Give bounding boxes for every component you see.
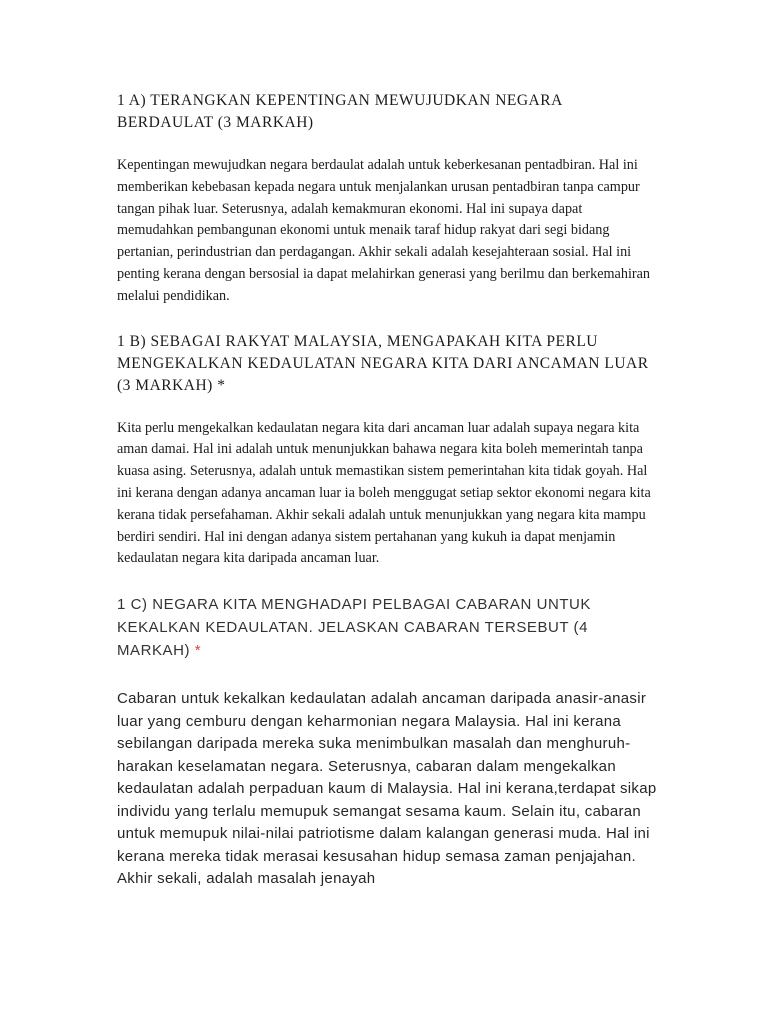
section-1b xyxy=(117,331,657,571)
question-1b-text: 1 B) SEBAGAI RAKYAT MALAYSIA, MENGAPAKAH KITA PERLU MENGEKALKAN KEDAULATAN NEGARA KITA DARI ANCAMAN LUAR (3 MARKAH) xyxy=(117,332,649,394)
question-1c-text: 1 C) NEGARA KITA MENGHADAPI PELBAGAI CABARAN UNTUK KEKALKAN KEDAULATAN. JELASKAN CABARAN TERSEBUT (4 MARKAH) xyxy=(117,596,591,660)
required-asterisk-1c: * xyxy=(190,642,202,660)
question-1c xyxy=(117,593,657,662)
question-1b xyxy=(117,331,657,397)
question-1a-text: 1 A) TERANGKAN KEPENTINGAN MEWUJUDKAN NEGARA BERDAULAT (3 MARKAH) xyxy=(117,92,562,131)
required-asterisk-1b: * xyxy=(212,376,226,394)
answer-1b: Kita perlu mengekalkan kedaulatan negara kita dari ancaman luar adalah supaya negara kita aman damai. Hal ini adalah untuk menunjukkan bahawa negara kita boleh memerintah tanpa kuasa asing. Seterusnya, adalah untuk memastikan sistem pemerintahan kita tidak goyah. Hal ini kerana dengan adanya ancaman luar ia boleh menggugat setiap sektor ekonomi negara kita kerana tidak persefahaman. Akhir sekali adalah untuk menunjukkan yang negara kita mampu berdiri sendiri. Hal ini dengan adanya sistem pertahanan yang kukuh ia dapat menjamin kedaulatan negara kita daripada ancaman luar. xyxy=(117,419,651,567)
answer-1c: Cabaran untuk kekalkan kedaulatan adalah ancaman daripada anasir-anasir luar yang cemburu dengan keharmonian negara Malaysia. Hal ini kerana sebilangan daripada mereka suka menimbulkan masalah dan menghuruh- harakan keselamatan negara. Seterusnya, cabaran dalam mengekalkan kedaulatan adalah perpaduan kaum di Malaysia. Hal ini kerana,terdapat sikap individu yang terlalu memupuk semangat sesama kaum. Selain itu, cabaran untuk memupuk nilai-nilai patriotisme dalam kalangan generasi muda. Hal ini kerana mereka tidak merasai kesusahan hidup semasa zaman penjajahan. Akhir sekali, adalah masalah jenayah xyxy=(117,690,657,888)
document-body xyxy=(117,90,657,891)
question-1a xyxy=(117,90,657,134)
answer-1a: Kepentingan mewujudkan negara berdaulat adalah untuk keberkesanan pentadbiran. Hal ini memberikan kebebasan kepada negara untuk menjalankan urusan pentadbiran tanpa campur tangan pihak luar. Seterusnya, adalah kemakmuran ekonomi. Hal ini supaya dapat memudahkan pembangunan ekonomi untuk menaik taraf hidup rakyat dari segi bidang pertanian, perindustrian dan perdagangan. Akhir sekali adalah kesejahteraan sosial. Hal ini penting kerana dengan bersosial ia dapat melahirkan generasi yang berilmu dan berkemahiran melalui pendidikan. xyxy=(117,157,651,304)
section-1c xyxy=(117,593,657,891)
section-1a xyxy=(117,90,657,308)
